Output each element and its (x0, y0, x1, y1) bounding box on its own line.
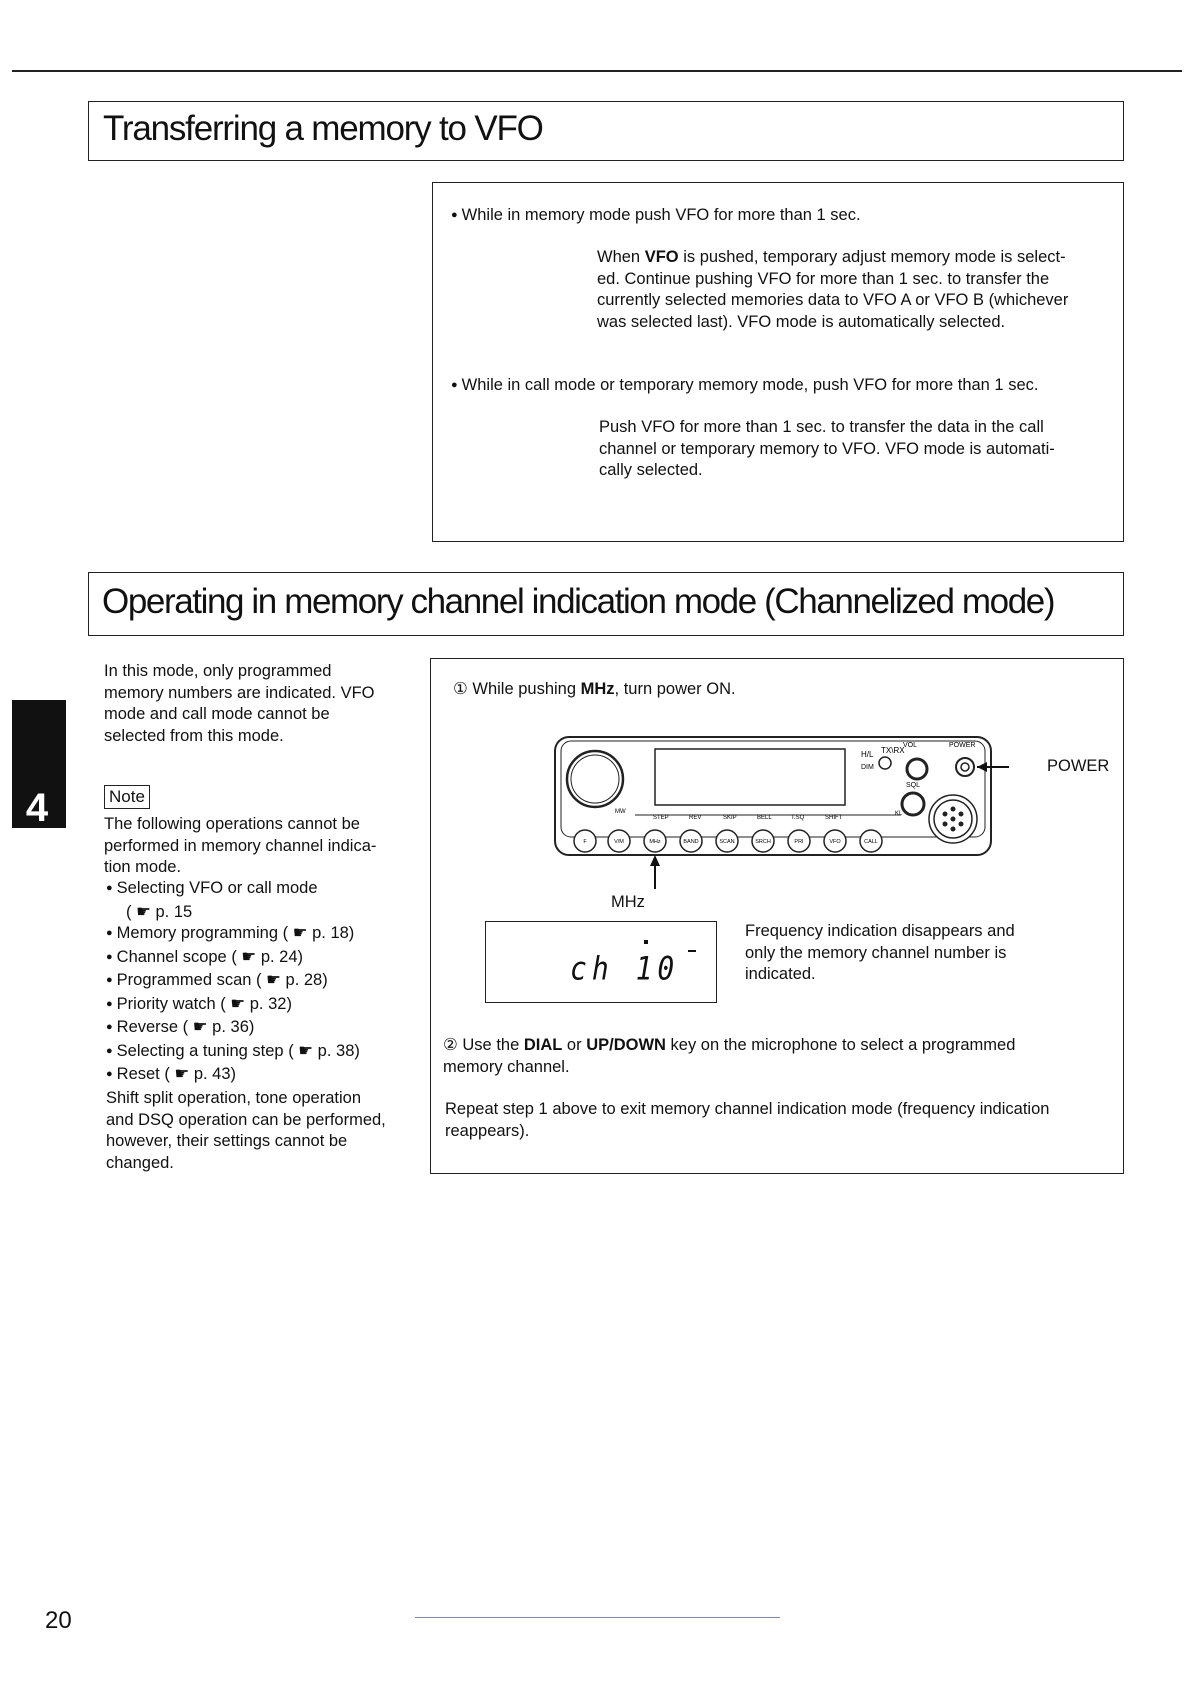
label-hl: H/L (861, 750, 874, 759)
list-item: ● Selecting VFO or call mode (106, 878, 416, 902)
finger-icon: ☛ (174, 1065, 190, 1083)
section1-title-box (88, 101, 1124, 161)
power-label: POWER (1047, 757, 1110, 775)
section1-step1-bullet: ● While in memory mode push VFO for more than 1 sec. (451, 205, 861, 229)
vm-key-label: V/M (614, 839, 624, 845)
step2-number: ② (443, 1036, 458, 1054)
section2-panel (430, 658, 1124, 1174)
finger-icon: ☛ (266, 971, 281, 989)
squelch-knob (902, 793, 924, 815)
chapter-tab-number: 4 (25, 786, 49, 830)
list-item: ● Priority watch ( ☛ p. 32) (106, 994, 416, 1018)
note-text: The following operations cannot be performed in memory channel indica- tion mode. (104, 815, 377, 876)
label-skip: SKIP (723, 815, 737, 821)
vfo-key-label: VFO (829, 839, 841, 845)
step1-text: ① While pushing MHz, turn power ON. (453, 680, 736, 698)
finger-icon: ☛ (230, 994, 246, 1013)
display-window (655, 749, 845, 805)
footer-rule (415, 1617, 780, 1618)
lcd-channel-text: ch 10 (570, 949, 680, 988)
list-item-ref: ( ☛ p. 15 (126, 902, 193, 921)
label-vol: VOL (903, 742, 918, 749)
label-kl: KL (895, 811, 903, 817)
label-rev: REV (689, 815, 702, 821)
srch-key-label: SRCH (755, 839, 771, 845)
section2-title-box (88, 572, 1124, 636)
led-icon (879, 757, 891, 769)
section1-step2-bullet: ● While in call mode or temporary memory mode, push VFO for more than 1 sec. (451, 375, 1038, 399)
mhz-key-label: MHz (649, 839, 661, 845)
finger-icon: ☛ (192, 1018, 208, 1036)
finger-icon: ☛ (241, 947, 257, 966)
section2-title: Operating in memory channel indication mode (Channelized mode) (102, 582, 1055, 621)
finger-icon: ☛ (136, 902, 151, 921)
volume-knob (907, 759, 927, 779)
list-item: ● Selecting a tuning step ( ☛ p. 38) (106, 1041, 416, 1065)
pri-key-label: PRI (794, 839, 804, 845)
section2-intro: In this mode, only programmed memory numbers are indicated. VFO mode and call mode cannot be selected from this mode. (104, 662, 375, 745)
label-power: POWER (949, 742, 976, 749)
label-sql: SQL (906, 782, 921, 789)
list-item: ● Reset ( ☛ p. 43) (106, 1064, 416, 1088)
repeat-text: Repeat step 1 above to exit memory channel indication mode (frequency indication reappears). (445, 1100, 1050, 1140)
power-button (956, 758, 974, 776)
lcd-dash (688, 950, 696, 952)
list-item: ● Programmed scan ( ☛ p. 28) (106, 970, 416, 994)
f-key-label: F (583, 839, 587, 845)
section1-panel (432, 182, 1124, 542)
radio-front-panel (551, 729, 1111, 889)
section1-step2-detail: Push VFO for more than 1 sec. to transfer the data in the call channel or temporary memory to VFO. VFO mode is automati- cally selected. (599, 418, 1055, 479)
finger-icon: ☛ (292, 924, 308, 942)
note-list (106, 878, 416, 1088)
list-item: ● Channel scope ( ☛ p. 24) (106, 947, 416, 971)
lcd-dot (644, 940, 648, 944)
top-rule (12, 70, 1182, 72)
label-mw: MW (615, 809, 626, 815)
page-number: 20 (45, 1607, 72, 1634)
band-key-label: BAND (683, 839, 699, 845)
label-bell: BELL (757, 815, 772, 821)
scan-key-label: SCAN (719, 839, 735, 845)
mhz-label: MHz (611, 893, 645, 911)
list-item: ● Reverse ( ☛ p. 36) (106, 1017, 416, 1041)
label-tsq: T.SQ (791, 815, 805, 821)
lcd-display (485, 921, 717, 1003)
list-item: ● Memory programming ( ☛ p. 18) (106, 923, 416, 947)
label-shift: SHIFT (825, 815, 843, 821)
label-step: STEP (653, 815, 669, 821)
section1-step1-detail: When VFO is pushed, temporary adjust memory mode is select- ed. Continue pushing VFO for more than 1 sec. to transfer the currently selected memories data to VFO A or VFO B (whichever was selected last). VFO mode is automatically selected. (597, 248, 1069, 331)
label-txrx: TX\RX (881, 746, 905, 755)
section2-closing: Shift split operation, tone operation and DSQ operation can be performed, however, their settings cannot be changed. (106, 1089, 386, 1172)
step2-text: ② Use the DIAL or UP/DOWN key on the microphone to select a programmed memory channel. (443, 1036, 1016, 1076)
step1-number: ① (453, 680, 468, 698)
call-key-label: CALL (864, 839, 878, 845)
finger-icon: ☛ (298, 1041, 314, 1060)
label-dim: DIM (861, 764, 874, 771)
tuning-knob (567, 751, 623, 807)
note-label (104, 785, 150, 809)
frequency-note: Frequency indication disappears and only the memory channel number is indicated. (745, 922, 1015, 983)
note-label-box: Note (104, 785, 150, 809)
section1-title: Transferring a memory to VFO (103, 109, 543, 148)
